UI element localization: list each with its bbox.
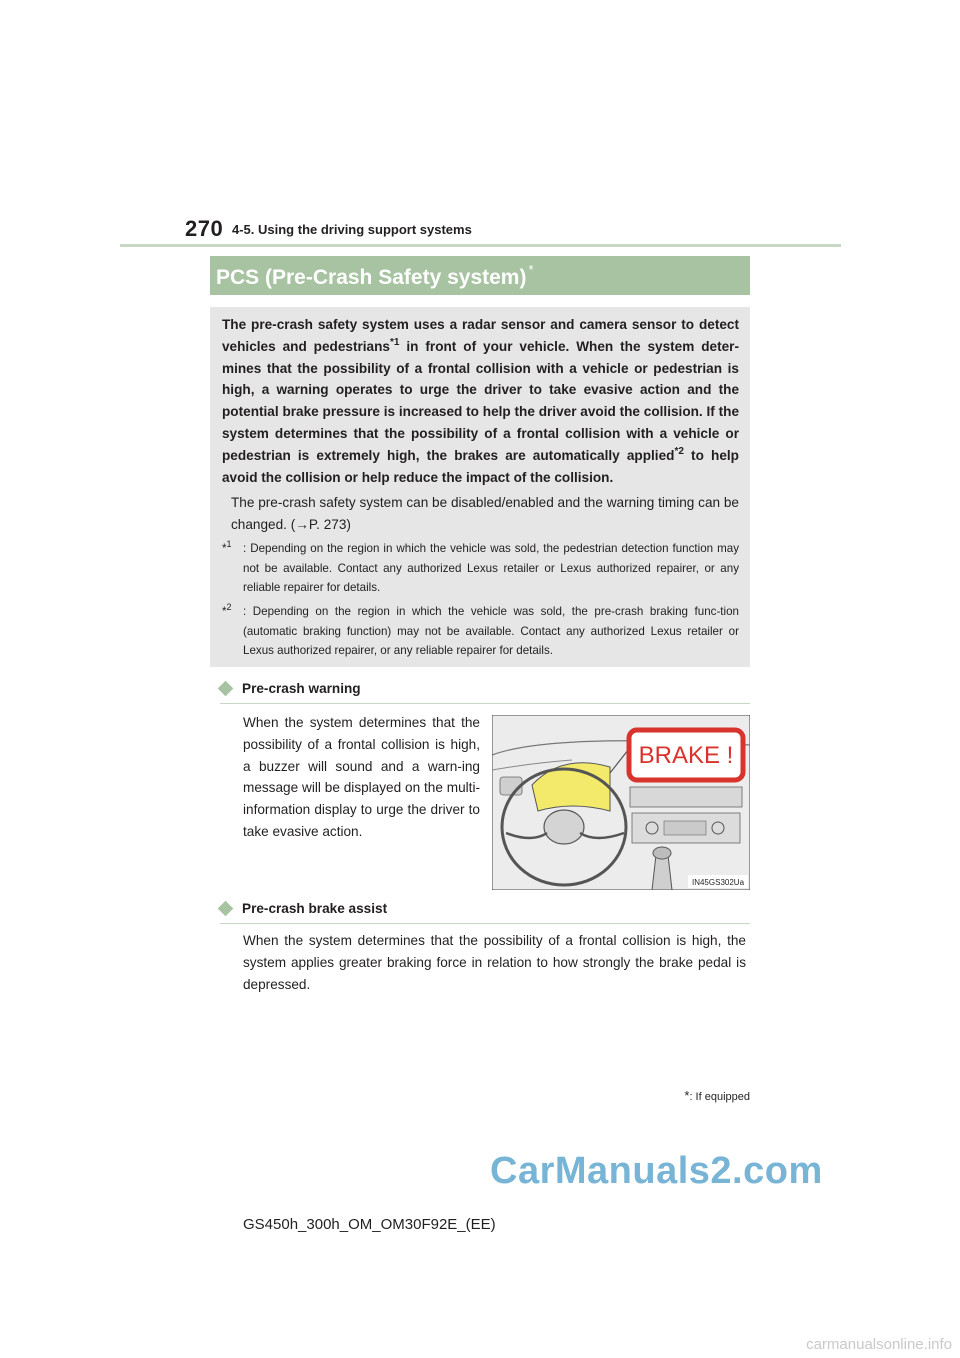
watermark-logo: CarManuals2.com: [490, 1150, 823, 1192]
footnote-2-text: : Depending on the region in which the vehicle was sold, the pre-crash braking func-tion (automatic braking function) may not be available. Contact any authorized Lexus retailer or Lexus authorized repairer, or any reliable repairer for details.: [243, 605, 739, 657]
footnote-2: [222, 602, 739, 661]
page-number: 270: [185, 216, 224, 241]
header-rule: [120, 244, 841, 247]
pre-crash-warning-body: When the system determines that the possibility of a frontal collision is high, a buzzer will sound and a warn-ing message will be displayed on the multi-information display to urge the driver to take evasive action.: [243, 715, 480, 839]
footnote-ref-1: *1: [390, 336, 400, 348]
brake-callout-text: BRAKE !: [638, 742, 734, 769]
footer-site-url: carmanualsonline.info: [806, 1336, 952, 1353]
diamond-icon: [218, 901, 234, 917]
intro-text-2: in front of your vehicle. When the system deter-mines that the possibility of a frontal collision with a vehicle or pedestrian is high, a warning operates to urge the driver to take evasive action and the potential brake pressure is increased to help the driver avoid the collision. If the system determines that the possibility of a frontal collision with a vehicle or pedestrian is extremely high, the brakes are automatically applied: [222, 338, 740, 463]
intro-text-1: The pre-crash safety system uses a radar sensor and camera sensor to detect vehicles and pedestrians: [222, 317, 739, 354]
page-title-text: PCS (Pre-Crash Safety system): [216, 266, 527, 289]
section-title-pre-crash-warning: Pre-crash warning: [242, 681, 361, 696]
footnote-1-text: : Depending on the region in which the vehicle was sold, the pedestrian detection function may not be available. Contact any authorized Lexus retailer or Lexus authorized repairer, or any reliable repairer for details.: [243, 542, 739, 594]
page-title: [216, 262, 534, 290]
if-equipped-text: : If equipped: [689, 1091, 750, 1103]
section-title-pre-crash-brake-assist: Pre-crash brake assist: [242, 901, 388, 916]
intro-box: [210, 307, 750, 667]
intro-paragraph: [222, 314, 739, 488]
title-bar: [210, 256, 750, 295]
asterisk-icon: *: [684, 1088, 690, 1103]
illustration-code: IN45GS302Ua: [691, 878, 745, 887]
footnote-1-number: 1: [226, 539, 232, 549]
footnote-ref-2: *2: [674, 445, 684, 457]
footnote-2-mark: [222, 602, 232, 622]
intro-note: The pre-crash safety system can be disabled/enabled and the warning timing can be changed. (→P. 273): [231, 495, 739, 532]
footnote-1-asterisk: *: [222, 542, 227, 555]
footnote-1: [222, 539, 739, 598]
dashboard-illustration: [492, 715, 750, 890]
footnote-2-number: 2: [226, 602, 232, 612]
section-heading-pre-crash-brake-assist: [220, 901, 750, 924]
pre-crash-brake-assist-body: When the system determines that the possibility of a frontal collision is high, the system applies greater braking force in relation to how strongly the brake pedal is depressed.: [243, 933, 746, 992]
if-equipped-note: [642, 1088, 750, 1103]
diamond-icon: [218, 681, 234, 697]
intro-text-3: to help avoid the collision or help reduce the impact of the collision.: [222, 447, 739, 485]
footer-model-code: GS450h_300h_OM_OM30F92E_(EE): [243, 1216, 496, 1233]
footnote-1-mark: [222, 539, 232, 559]
section-heading-pre-crash-warning: [220, 681, 750, 704]
section-title: 4-5. Using the driving support systems: [232, 222, 472, 237]
footnote-2-asterisk: *: [222, 605, 227, 618]
title-asterisk: *: [528, 262, 534, 277]
